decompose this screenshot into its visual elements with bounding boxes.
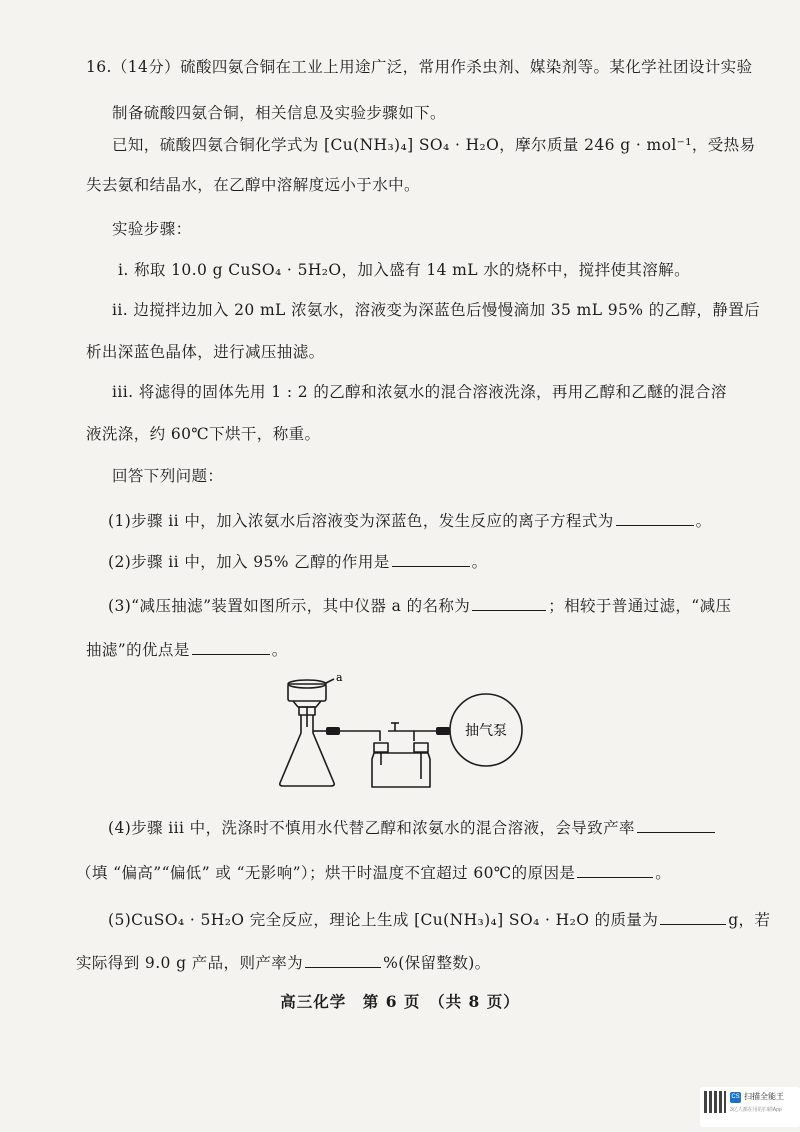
vacuum-filtration-diagram bbox=[268, 655, 530, 791]
question-5-text-b: 实际得到 9.0 g 产品，则产率为 bbox=[76, 954, 304, 972]
bottle-stopper-right bbox=[414, 743, 428, 752]
question-4-text-a: (4)步骤 iii 中，洗涤时不慎用水代替乙醇和浓氨水的混合溶液，会导致产率 bbox=[108, 819, 635, 837]
question-3-text-c: 抽滤”的优点是 bbox=[86, 641, 190, 659]
question-4-text-b: （填 “偏高”“偏低” 或 “无影响”）；烘干时温度不宜超过 60℃的原因是 bbox=[76, 864, 576, 882]
pump-label: 抽气泵 bbox=[465, 723, 507, 739]
answer-prompt: 回答下列问题： bbox=[112, 467, 224, 485]
question-4-line-2 bbox=[76, 861, 671, 883]
answer-blank-4a[interactable] bbox=[637, 818, 715, 833]
label-a-leader bbox=[326, 679, 334, 683]
answer-blank-3a[interactable] bbox=[472, 596, 546, 611]
scanner-app-name: 扫描全能王 bbox=[744, 1092, 784, 1101]
steps-title: 实验步骤： bbox=[112, 220, 192, 238]
bottle-stopper-left bbox=[374, 743, 388, 752]
question-3-line-2 bbox=[86, 638, 288, 660]
question-4-line-1 bbox=[108, 816, 717, 838]
answer-blank-1[interactable] bbox=[616, 511, 694, 526]
step-iii-line-2: 液洗涤，约 60℃下烘干，称重。 bbox=[86, 425, 321, 443]
question-2-text: (2)步骤 ii 中，加入 95% 乙醇的作用是 bbox=[108, 553, 390, 571]
question-1-text: (1)步骤 ii 中，加入浓氨水后溶液变为深蓝色，发生反应的离子方程式为 bbox=[108, 512, 614, 530]
answer-blank-5a[interactable] bbox=[660, 910, 726, 925]
cs-logo: CS bbox=[730, 1092, 741, 1103]
rubber-hose-2 bbox=[436, 727, 450, 735]
question-2-end: 。 bbox=[471, 553, 488, 571]
question-5-text-a: (5)CuSO₄ · 5H₂O 完全反应，理论上生成 [Cu(NH₃)₄] SO₄ · H₂O 的质量为 bbox=[108, 911, 659, 929]
question-header: 16.（14分）硫酸四氨合铜在工业上用途广泛，常用作杀虫剂、媒染剂等。某化学社团设计实验 bbox=[86, 58, 753, 76]
answer-blank-4b[interactable] bbox=[577, 863, 653, 878]
question-5-line-1 bbox=[108, 908, 770, 930]
question-4-end: 。 bbox=[655, 864, 672, 882]
stopcock-tube bbox=[388, 723, 414, 741]
question-5-line-2 bbox=[76, 951, 491, 973]
scanner-watermark bbox=[700, 1087, 800, 1127]
question-3-end: 。 bbox=[271, 641, 288, 659]
step-ii-line-1: ii. 边搅拌边加入 20 mL 浓氨水，溶液变为深蓝色后慢慢滴加 35 mL 95% 的乙醇，静置后 bbox=[112, 301, 761, 319]
question-3-text-a: (3)“减压抽滤”装置如图所示，其中仪器 a 的名称为 bbox=[108, 597, 471, 615]
question-3-line-1 bbox=[108, 594, 731, 616]
question-1-end: 。 bbox=[695, 512, 712, 530]
page-footer: 高三化学 第 6 页 （共 8 页） bbox=[280, 992, 520, 1011]
question-5-end: %(保留整数)。 bbox=[383, 954, 491, 972]
question-5-unit: g，若 bbox=[728, 911, 771, 929]
rubber-hose-1 bbox=[326, 727, 340, 735]
known-line-2: 失去氨和结晶水，在乙醇中溶解度远小于水中。 bbox=[86, 176, 420, 194]
step-ii-line-2: 析出深蓝色晶体，进行减压抽滤。 bbox=[86, 343, 325, 361]
question-1 bbox=[108, 509, 712, 531]
question-header-cont: 制备硫酸四氨合铜，相关信息及实验步骤如下。 bbox=[112, 104, 446, 122]
question-3-text-b: ；相较于普通过滤，“减压 bbox=[548, 597, 732, 615]
answer-blank-5b[interactable] bbox=[305, 953, 381, 968]
step-iii-line-1: iii. 将滤得的固体先用 1 : 2 的乙醇和浓氨水的混合溶液洗涤，再用乙醇和乙醚的混合溶 bbox=[112, 383, 727, 401]
qr-code-icon bbox=[704, 1091, 726, 1113]
label-a: a bbox=[336, 671, 343, 684]
question-2 bbox=[108, 550, 488, 572]
step-i: i. 称取 10.0 g CuSO₄ · 5H₂O，加入盛有 14 mL 水的烧杯中，搅拌使其溶解。 bbox=[118, 261, 690, 279]
answer-blank-2[interactable] bbox=[392, 552, 470, 567]
answer-blank-3b[interactable] bbox=[192, 640, 270, 655]
known-line-1: 已知，硫酸四氨合铜化学式为 [Cu(NH₃)₄] SO₄ · H₂O，摩尔质量 246 g · mol⁻¹，受热易 bbox=[112, 136, 756, 154]
buchner-funnel-cone bbox=[293, 701, 321, 707]
scanner-app-tagline: 3亿人都在用的扫描App bbox=[730, 1107, 782, 1113]
